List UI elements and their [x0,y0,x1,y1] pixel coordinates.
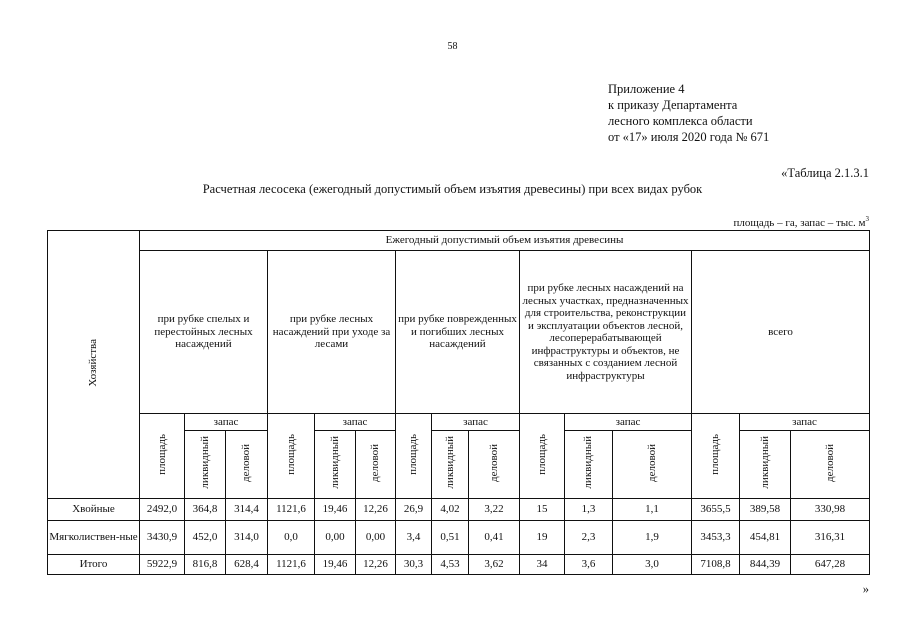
header-liquid: ликвидный [565,431,613,499]
cell: 12,26 [356,499,396,521]
cell: 1121,6 [268,499,315,521]
cell: 628,4 [226,555,268,575]
cell: 314,0 [226,521,268,555]
cell: 2,3 [565,521,613,555]
header-area: площадь [692,414,740,499]
cell: 3,0 [613,555,692,575]
closing-quote: » [862,582,869,596]
header-business: деловой [469,431,520,499]
cell: 3,62 [469,555,520,575]
cell: 3453,3 [692,521,740,555]
cell: 7108,8 [692,555,740,575]
header-stock: запас [185,414,268,431]
cell: 2492,0 [140,499,185,521]
table-row-total [48,555,870,575]
header-business: деловой [613,431,692,499]
harvest-table [47,230,870,575]
header-liquid: ликвидный [185,431,226,499]
cell: 19,46 [315,499,356,521]
header-area: площадь [268,414,315,499]
table-row [48,521,870,555]
table-number: «Таблица 2.1.3.1 [781,166,869,180]
cell: 1,1 [613,499,692,521]
cell: 314,4 [226,499,268,521]
header-business: деловой [226,431,268,499]
cell: 1,9 [613,521,692,555]
cell: 1,3 [565,499,613,521]
cell: 816,8 [185,555,226,575]
header-area: площадь [140,414,185,499]
header-annual: Ежегодный допустимый объем изъятия древесины [140,231,870,251]
cell: 3430,9 [140,521,185,555]
cell: 4,53 [432,555,469,575]
header-group-construction: при рубке лесных насаждений на лесных участках, предназначенных для строительства, реконструкции и эксплуатации объектов лесной, лесоперерабатывающей инфраструктуры и объектов, не связанных с созданием лесной инфраструктуры [520,251,692,414]
cell: 364,8 [185,499,226,521]
appendix-line: к приказу Департамента [608,98,738,112]
cell: 19 [520,521,565,555]
cell: 3,6 [565,555,613,575]
cell: 26,9 [396,499,432,521]
cell: 0,41 [469,521,520,555]
appendix-line: лесного комплекса области [608,114,753,128]
header-stock: запас [740,414,870,431]
row-label: Мягколиствен-ные [48,521,140,555]
appendix-block [608,81,769,145]
cell: 330,98 [791,499,870,521]
cell: 12,26 [356,555,396,575]
cell: 0,00 [315,521,356,555]
cell: 3,22 [469,499,520,521]
cell: 4,02 [432,499,469,521]
header-farm: Хозяйства [48,231,140,499]
header-group-total: всего [692,251,870,414]
cell: 1121,6 [268,555,315,575]
header-area: площадь [520,414,565,499]
row-label: Итого [48,555,140,575]
cell: 454,81 [740,521,791,555]
units-superscript: 3 [865,215,869,223]
cell: 316,31 [791,521,870,555]
cell: 3,4 [396,521,432,555]
document-title: Расчетная лесосека (ежегодный допустимый объем изъятия древесины) при всех видах рубок [202,182,703,196]
table-row [48,499,870,521]
row-label: Хвойные [48,499,140,521]
header-stock: запас [432,414,520,431]
cell: 0,00 [356,521,396,555]
header-group-thinning: при рубке лесных насаждений при уходе за лесами [268,251,396,414]
units-text: площадь – га, запас – тыс. м [733,217,866,229]
appendix-line: Приложение 4 [608,82,685,96]
cell: 0,0 [268,521,315,555]
header-liquid: ликвидный [315,431,356,499]
header-stock: запас [315,414,396,431]
cell: 34 [520,555,565,575]
cell: 389,58 [740,499,791,521]
cell: 15 [520,499,565,521]
appendix-line: от «17» июля 2020 года № 671 [608,130,770,144]
header-liquid: ликвидный [432,431,469,499]
page-number: 58 [447,41,458,52]
units-note [733,217,869,229]
cell: 30,3 [396,555,432,575]
header-area: площадь [396,414,432,499]
cell: 19,46 [315,555,356,575]
cell: 5922,9 [140,555,185,575]
cell: 3655,5 [692,499,740,521]
header-business: деловой [356,431,396,499]
cell: 452,0 [185,521,226,555]
cell: 844,39 [740,555,791,575]
header-stock: запас [565,414,692,431]
cell: 647,28 [791,555,870,575]
header-group-mature: при рубке спелых и перестойных лесных насаждений [140,251,268,414]
header-group-damaged: при рубке поврежденных и погибших лесных насаждений [396,251,520,414]
header-liquid: ликвидный [740,431,791,499]
cell: 0,51 [432,521,469,555]
header-business: деловой [791,431,870,499]
